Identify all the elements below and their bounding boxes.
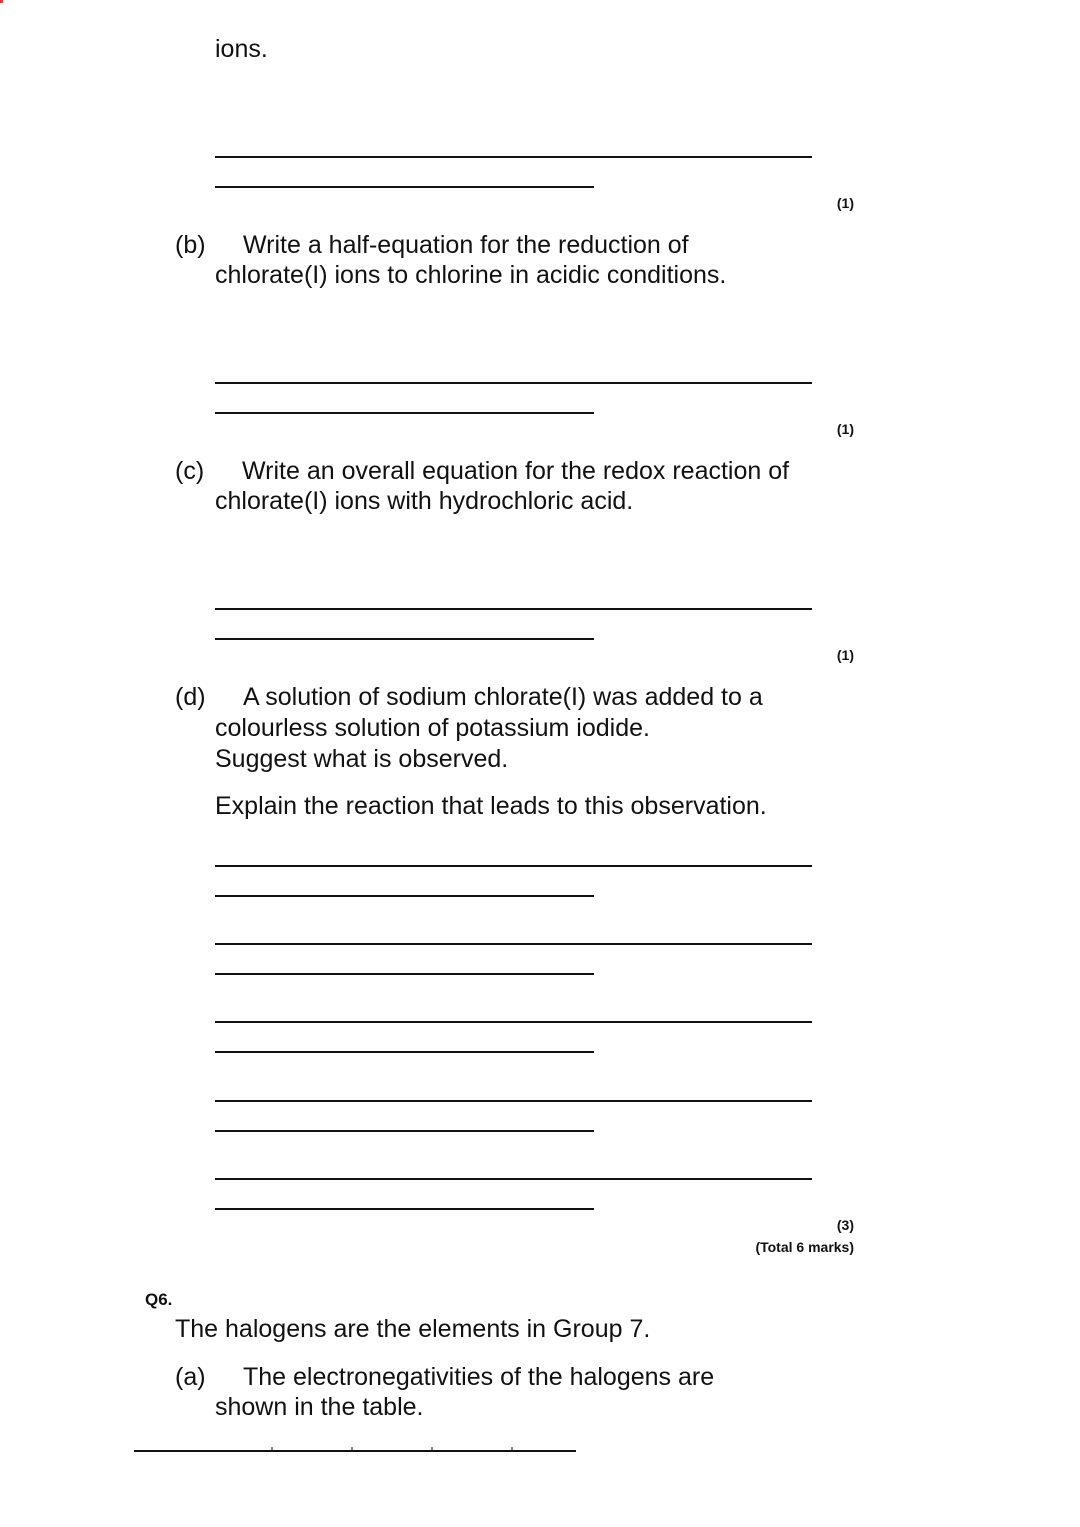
part-b-question-line2: chlorate(I) ions to chlorine in acidic conditions. [215,261,727,289]
answer-line[interactable] [215,973,594,975]
answer-line[interactable] [215,382,812,384]
marks-label: (1) [836,647,854,663]
answer-line[interactable] [215,1021,812,1023]
part-d-question-line2: colourless solution of potassium iodide. [215,714,650,742]
answer-line[interactable] [215,895,594,897]
part-d-question-line4: Explain the reaction that leads to this observation. [215,792,767,820]
answer-line[interactable] [215,156,812,158]
answer-line[interactable] [215,186,594,188]
answer-line[interactable] [215,1100,812,1102]
part-c-label: (c) [175,457,205,485]
marks-label: (1) [836,195,854,211]
answer-line[interactable] [215,1178,812,1180]
marks-label: (3) [836,1217,854,1233]
q6-part-a-label: (a) [175,1363,206,1391]
part-b-label: (b) [175,231,206,259]
part-c-question-line1: Write an overall equation for the redox reaction of [242,457,790,485]
part-d-question-line1: A solution of sodium chlorate(I) was added to a [243,683,763,711]
answer-line[interactable] [215,608,812,610]
answer-line[interactable] [215,1130,594,1132]
answer-line[interactable] [215,943,812,945]
page-corner-mark [0,0,3,3]
answer-line[interactable] [215,865,812,867]
part-d-question-line3: Suggest what is observed. [215,745,509,773]
question-number: Q6. [145,1290,173,1309]
q6-part-a-question-line1: The electronegativities of the halogens are [243,1363,715,1391]
answer-line[interactable] [215,1051,594,1053]
part-b-question-line1: Write a half-equation for the reduction of [243,231,689,259]
total-marks-label: (Total 6 marks) [755,1239,854,1255]
part-d-label: (d) [175,683,206,711]
q6-part-a-question-line2: shown in the table. [215,1393,424,1421]
answer-line[interactable] [215,638,594,640]
continuation-text: ions. [215,35,268,63]
q6-intro-text: The halogens are the elements in Group 7. [175,1315,651,1343]
answer-line[interactable] [215,1208,594,1210]
marks-label: (1) [836,421,854,437]
part-c-question-line2: chlorate(I) ions with hydrochloric acid. [215,487,634,515]
table-top-border [133,1445,578,1455]
answer-line[interactable] [215,412,594,414]
